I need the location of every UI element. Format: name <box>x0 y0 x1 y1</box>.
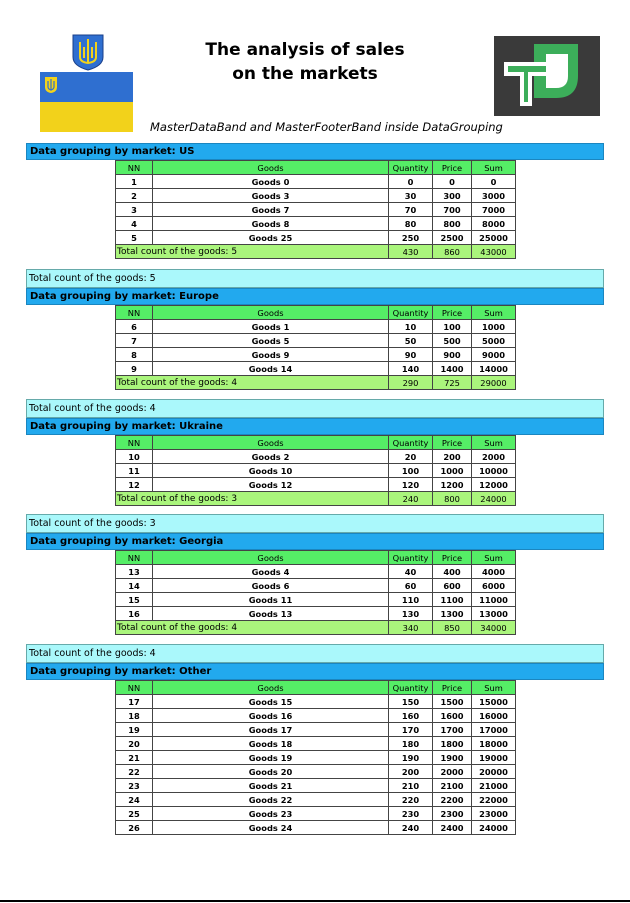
report-title <box>170 38 440 86</box>
group-footer: Total count of the goods: 3 <box>26 514 604 533</box>
nn-cell: 17 <box>116 695 153 709</box>
price-cell: 300 <box>433 189 472 203</box>
price-cell: 500 <box>433 334 472 348</box>
sum-cell: 20000 <box>472 765 516 779</box>
table-row <box>116 320 516 334</box>
nn-cell: 15 <box>116 593 153 607</box>
footer-total-count: Total count of the goods: 3 <box>116 492 389 506</box>
nn-cell: 8 <box>116 348 153 362</box>
sum-cell: 12000 <box>472 478 516 492</box>
goods-cell: Goods 11 <box>153 593 389 607</box>
price-cell: 1200 <box>433 478 472 492</box>
sum-cell: 21000 <box>472 779 516 793</box>
footer-total-count: Total count of the goods: 5 <box>116 245 389 259</box>
table-header-row <box>116 306 516 320</box>
table-footer-row <box>116 376 516 390</box>
goods-cell: Goods 22 <box>153 793 389 807</box>
nn-cell: 3 <box>116 203 153 217</box>
nn-cell: 16 <box>116 607 153 621</box>
footer-price-total: 800 <box>433 492 472 506</box>
nn-cell: 6 <box>116 320 153 334</box>
quantity-cell: 240 <box>389 821 433 835</box>
goods-cell: Goods 19 <box>153 751 389 765</box>
sum-cell: 10000 <box>472 464 516 478</box>
goods-table <box>115 550 516 635</box>
sum-cell: 19000 <box>472 751 516 765</box>
nn-cell: 18 <box>116 709 153 723</box>
column-header-quantity: Quantity <box>389 306 433 320</box>
price-cell: 800 <box>433 217 472 231</box>
report-title-line-1: The analysis of sales <box>205 40 405 60</box>
goods-cell: Goods 25 <box>153 231 389 245</box>
nn-cell: 20 <box>116 737 153 751</box>
footer-total-count: Total count of the goods: 4 <box>116 376 389 390</box>
goods-cell: Goods 16 <box>153 709 389 723</box>
table-footer-row <box>116 245 516 259</box>
column-header-sum: Sum <box>472 161 516 175</box>
quantity-cell: 0 <box>389 175 433 189</box>
nn-cell: 2 <box>116 189 153 203</box>
footer-total-count: Total count of the goods: 4 <box>116 621 389 635</box>
table-row <box>116 175 516 189</box>
column-header-price: Price <box>433 436 472 450</box>
footer-quantity-total: 430 <box>389 245 433 259</box>
table-header-row <box>116 681 516 695</box>
sum-cell: 23000 <box>472 807 516 821</box>
sum-cell: 2000 <box>472 450 516 464</box>
table-row <box>116 450 516 464</box>
goods-cell: Goods 24 <box>153 821 389 835</box>
quantity-cell: 210 <box>389 779 433 793</box>
price-cell: 2300 <box>433 807 472 821</box>
sum-cell: 7000 <box>472 203 516 217</box>
table-row <box>116 779 516 793</box>
nn-cell: 24 <box>116 793 153 807</box>
sum-cell: 18000 <box>472 737 516 751</box>
price-cell: 600 <box>433 579 472 593</box>
table-row <box>116 765 516 779</box>
quantity-cell: 10 <box>389 320 433 334</box>
nn-cell: 12 <box>116 478 153 492</box>
goods-cell: Goods 10 <box>153 464 389 478</box>
sum-cell: 15000 <box>472 695 516 709</box>
group-header: Data grouping by market: Europe <box>26 288 604 305</box>
goods-cell: Goods 7 <box>153 203 389 217</box>
nn-cell: 7 <box>116 334 153 348</box>
column-header-goods: Goods <box>153 436 389 450</box>
nn-cell: 21 <box>116 751 153 765</box>
table-row <box>116 723 516 737</box>
table-row <box>116 464 516 478</box>
goods-cell: Goods 0 <box>153 175 389 189</box>
column-header-goods: Goods <box>153 551 389 565</box>
sum-cell: 9000 <box>472 348 516 362</box>
footer-sum-total: 24000 <box>472 492 516 506</box>
sum-cell: 16000 <box>472 709 516 723</box>
goods-table <box>115 435 516 506</box>
table-row <box>116 478 516 492</box>
ukraine-flag-icon <box>40 72 133 132</box>
column-header-goods: Goods <box>153 306 389 320</box>
quantity-cell: 50 <box>389 334 433 348</box>
goods-cell: Goods 8 <box>153 217 389 231</box>
page-bottom-rule <box>0 900 630 902</box>
quantity-cell: 140 <box>389 362 433 376</box>
table-row <box>116 334 516 348</box>
table-footer-row <box>116 492 516 506</box>
nn-cell: 4 <box>116 217 153 231</box>
nn-cell: 9 <box>116 362 153 376</box>
price-cell: 2200 <box>433 793 472 807</box>
nn-cell: 23 <box>116 779 153 793</box>
price-cell: 200 <box>433 450 472 464</box>
quantity-cell: 20 <box>389 450 433 464</box>
footer-price-total: 850 <box>433 621 472 635</box>
ukraine-coat-of-arms-icon <box>70 33 106 71</box>
column-header-quantity: Quantity <box>389 681 433 695</box>
quantity-cell: 80 <box>389 217 433 231</box>
sum-cell: 11000 <box>472 593 516 607</box>
price-cell: 2400 <box>433 821 472 835</box>
sum-cell: 13000 <box>472 607 516 621</box>
sum-cell: 0 <box>472 175 516 189</box>
goods-cell: Goods 9 <box>153 348 389 362</box>
goods-cell: Goods 14 <box>153 362 389 376</box>
column-header-nn: NN <box>116 681 153 695</box>
table-row <box>116 217 516 231</box>
sum-cell: 5000 <box>472 334 516 348</box>
group-header: Data grouping by market: Ukraine <box>26 418 604 435</box>
price-cell: 1600 <box>433 709 472 723</box>
table-row <box>116 565 516 579</box>
table-header-row <box>116 551 516 565</box>
company-logo-icon <box>494 36 600 116</box>
nn-cell: 22 <box>116 765 153 779</box>
nn-cell: 25 <box>116 807 153 821</box>
nn-cell: 19 <box>116 723 153 737</box>
quantity-cell: 160 <box>389 709 433 723</box>
table-row <box>116 751 516 765</box>
price-cell: 1700 <box>433 723 472 737</box>
table-row <box>116 348 516 362</box>
group-footer: Total count of the goods: 5 <box>26 269 604 288</box>
footer-quantity-total: 340 <box>389 621 433 635</box>
column-header-nn: NN <box>116 161 153 175</box>
group-header: Data grouping by market: US <box>26 143 604 160</box>
goods-cell: Goods 2 <box>153 450 389 464</box>
sum-cell: 8000 <box>472 217 516 231</box>
table-header-row <box>116 436 516 450</box>
quantity-cell: 110 <box>389 593 433 607</box>
nn-cell: 5 <box>116 231 153 245</box>
quantity-cell: 90 <box>389 348 433 362</box>
price-cell: 400 <box>433 565 472 579</box>
column-header-price: Price <box>433 551 472 565</box>
column-header-nn: NN <box>116 551 153 565</box>
price-cell: 0 <box>433 175 472 189</box>
table-row <box>116 607 516 621</box>
nn-cell: 11 <box>116 464 153 478</box>
nn-cell: 13 <box>116 565 153 579</box>
quantity-cell: 70 <box>389 203 433 217</box>
price-cell: 1400 <box>433 362 472 376</box>
sum-cell: 6000 <box>472 579 516 593</box>
footer-sum-total: 43000 <box>472 245 516 259</box>
quantity-cell: 190 <box>389 751 433 765</box>
sum-cell: 24000 <box>472 821 516 835</box>
column-header-nn: NN <box>116 436 153 450</box>
goods-table <box>115 305 516 390</box>
quantity-cell: 130 <box>389 607 433 621</box>
column-header-goods: Goods <box>153 681 389 695</box>
goods-table <box>115 680 516 835</box>
sum-cell: 25000 <box>472 231 516 245</box>
table-row <box>116 579 516 593</box>
table-row <box>116 189 516 203</box>
goods-cell: Goods 21 <box>153 779 389 793</box>
goods-cell: Goods 12 <box>153 478 389 492</box>
column-header-price: Price <box>433 161 472 175</box>
goods-cell: Goods 17 <box>153 723 389 737</box>
footer-quantity-total: 290 <box>389 376 433 390</box>
footer-price-total: 860 <box>433 245 472 259</box>
price-cell: 1100 <box>433 593 472 607</box>
price-cell: 2000 <box>433 765 472 779</box>
price-cell: 1300 <box>433 607 472 621</box>
quantity-cell: 150 <box>389 695 433 709</box>
nn-cell: 1 <box>116 175 153 189</box>
price-cell: 900 <box>433 348 472 362</box>
goods-cell: Goods 18 <box>153 737 389 751</box>
quantity-cell: 40 <box>389 565 433 579</box>
group-header: Data grouping by market: Other <box>26 663 604 680</box>
group-footer: Total count of the goods: 4 <box>26 644 604 663</box>
table-row <box>116 695 516 709</box>
report-subtitle: MasterDataBand and MasterFooterBand inside DataGrouping <box>150 120 503 134</box>
column-header-quantity: Quantity <box>389 161 433 175</box>
column-header-price: Price <box>433 681 472 695</box>
sum-cell: 3000 <box>472 189 516 203</box>
sum-cell: 1000 <box>472 320 516 334</box>
footer-price-total: 725 <box>433 376 472 390</box>
price-cell: 100 <box>433 320 472 334</box>
table-row <box>116 793 516 807</box>
quantity-cell: 170 <box>389 723 433 737</box>
table-row <box>116 737 516 751</box>
table-header-row <box>116 161 516 175</box>
quantity-cell: 30 <box>389 189 433 203</box>
group-footer: Total count of the goods: 4 <box>26 399 604 418</box>
goods-table <box>115 160 516 259</box>
quantity-cell: 120 <box>389 478 433 492</box>
nn-cell: 10 <box>116 450 153 464</box>
column-header-goods: Goods <box>153 161 389 175</box>
table-row <box>116 807 516 821</box>
column-header-sum: Sum <box>472 681 516 695</box>
table-row <box>116 203 516 217</box>
price-cell: 1900 <box>433 751 472 765</box>
table-row <box>116 362 516 376</box>
goods-cell: Goods 15 <box>153 695 389 709</box>
table-row <box>116 593 516 607</box>
report-title-line-2: on the markets <box>232 64 378 84</box>
quantity-cell: 60 <box>389 579 433 593</box>
quantity-cell: 250 <box>389 231 433 245</box>
column-header-sum: Sum <box>472 551 516 565</box>
price-cell: 1500 <box>433 695 472 709</box>
goods-cell: Goods 13 <box>153 607 389 621</box>
quantity-cell: 230 <box>389 807 433 821</box>
goods-cell: Goods 23 <box>153 807 389 821</box>
price-cell: 700 <box>433 203 472 217</box>
goods-cell: Goods 6 <box>153 579 389 593</box>
table-row <box>116 821 516 835</box>
table-row <box>116 709 516 723</box>
column-header-quantity: Quantity <box>389 551 433 565</box>
small-trident-icon <box>44 76 58 94</box>
goods-cell: Goods 3 <box>153 189 389 203</box>
table-footer-row <box>116 621 516 635</box>
goods-cell: Goods 1 <box>153 320 389 334</box>
footer-sum-total: 29000 <box>472 376 516 390</box>
column-header-sum: Sum <box>472 436 516 450</box>
footer-quantity-total: 240 <box>389 492 433 506</box>
sum-cell: 4000 <box>472 565 516 579</box>
goods-cell: Goods 4 <box>153 565 389 579</box>
quantity-cell: 220 <box>389 793 433 807</box>
column-header-quantity: Quantity <box>389 436 433 450</box>
column-header-price: Price <box>433 306 472 320</box>
nn-cell: 26 <box>116 821 153 835</box>
quantity-cell: 200 <box>389 765 433 779</box>
column-header-sum: Sum <box>472 306 516 320</box>
quantity-cell: 100 <box>389 464 433 478</box>
goods-cell: Goods 5 <box>153 334 389 348</box>
goods-cell: Goods 20 <box>153 765 389 779</box>
sum-cell: 14000 <box>472 362 516 376</box>
quantity-cell: 180 <box>389 737 433 751</box>
price-cell: 2100 <box>433 779 472 793</box>
column-header-nn: NN <box>116 306 153 320</box>
group-header: Data grouping by market: Georgia <box>26 533 604 550</box>
price-cell: 1000 <box>433 464 472 478</box>
sum-cell: 22000 <box>472 793 516 807</box>
price-cell: 2500 <box>433 231 472 245</box>
table-row <box>116 231 516 245</box>
footer-sum-total: 34000 <box>472 621 516 635</box>
price-cell: 1800 <box>433 737 472 751</box>
nn-cell: 14 <box>116 579 153 593</box>
sum-cell: 17000 <box>472 723 516 737</box>
